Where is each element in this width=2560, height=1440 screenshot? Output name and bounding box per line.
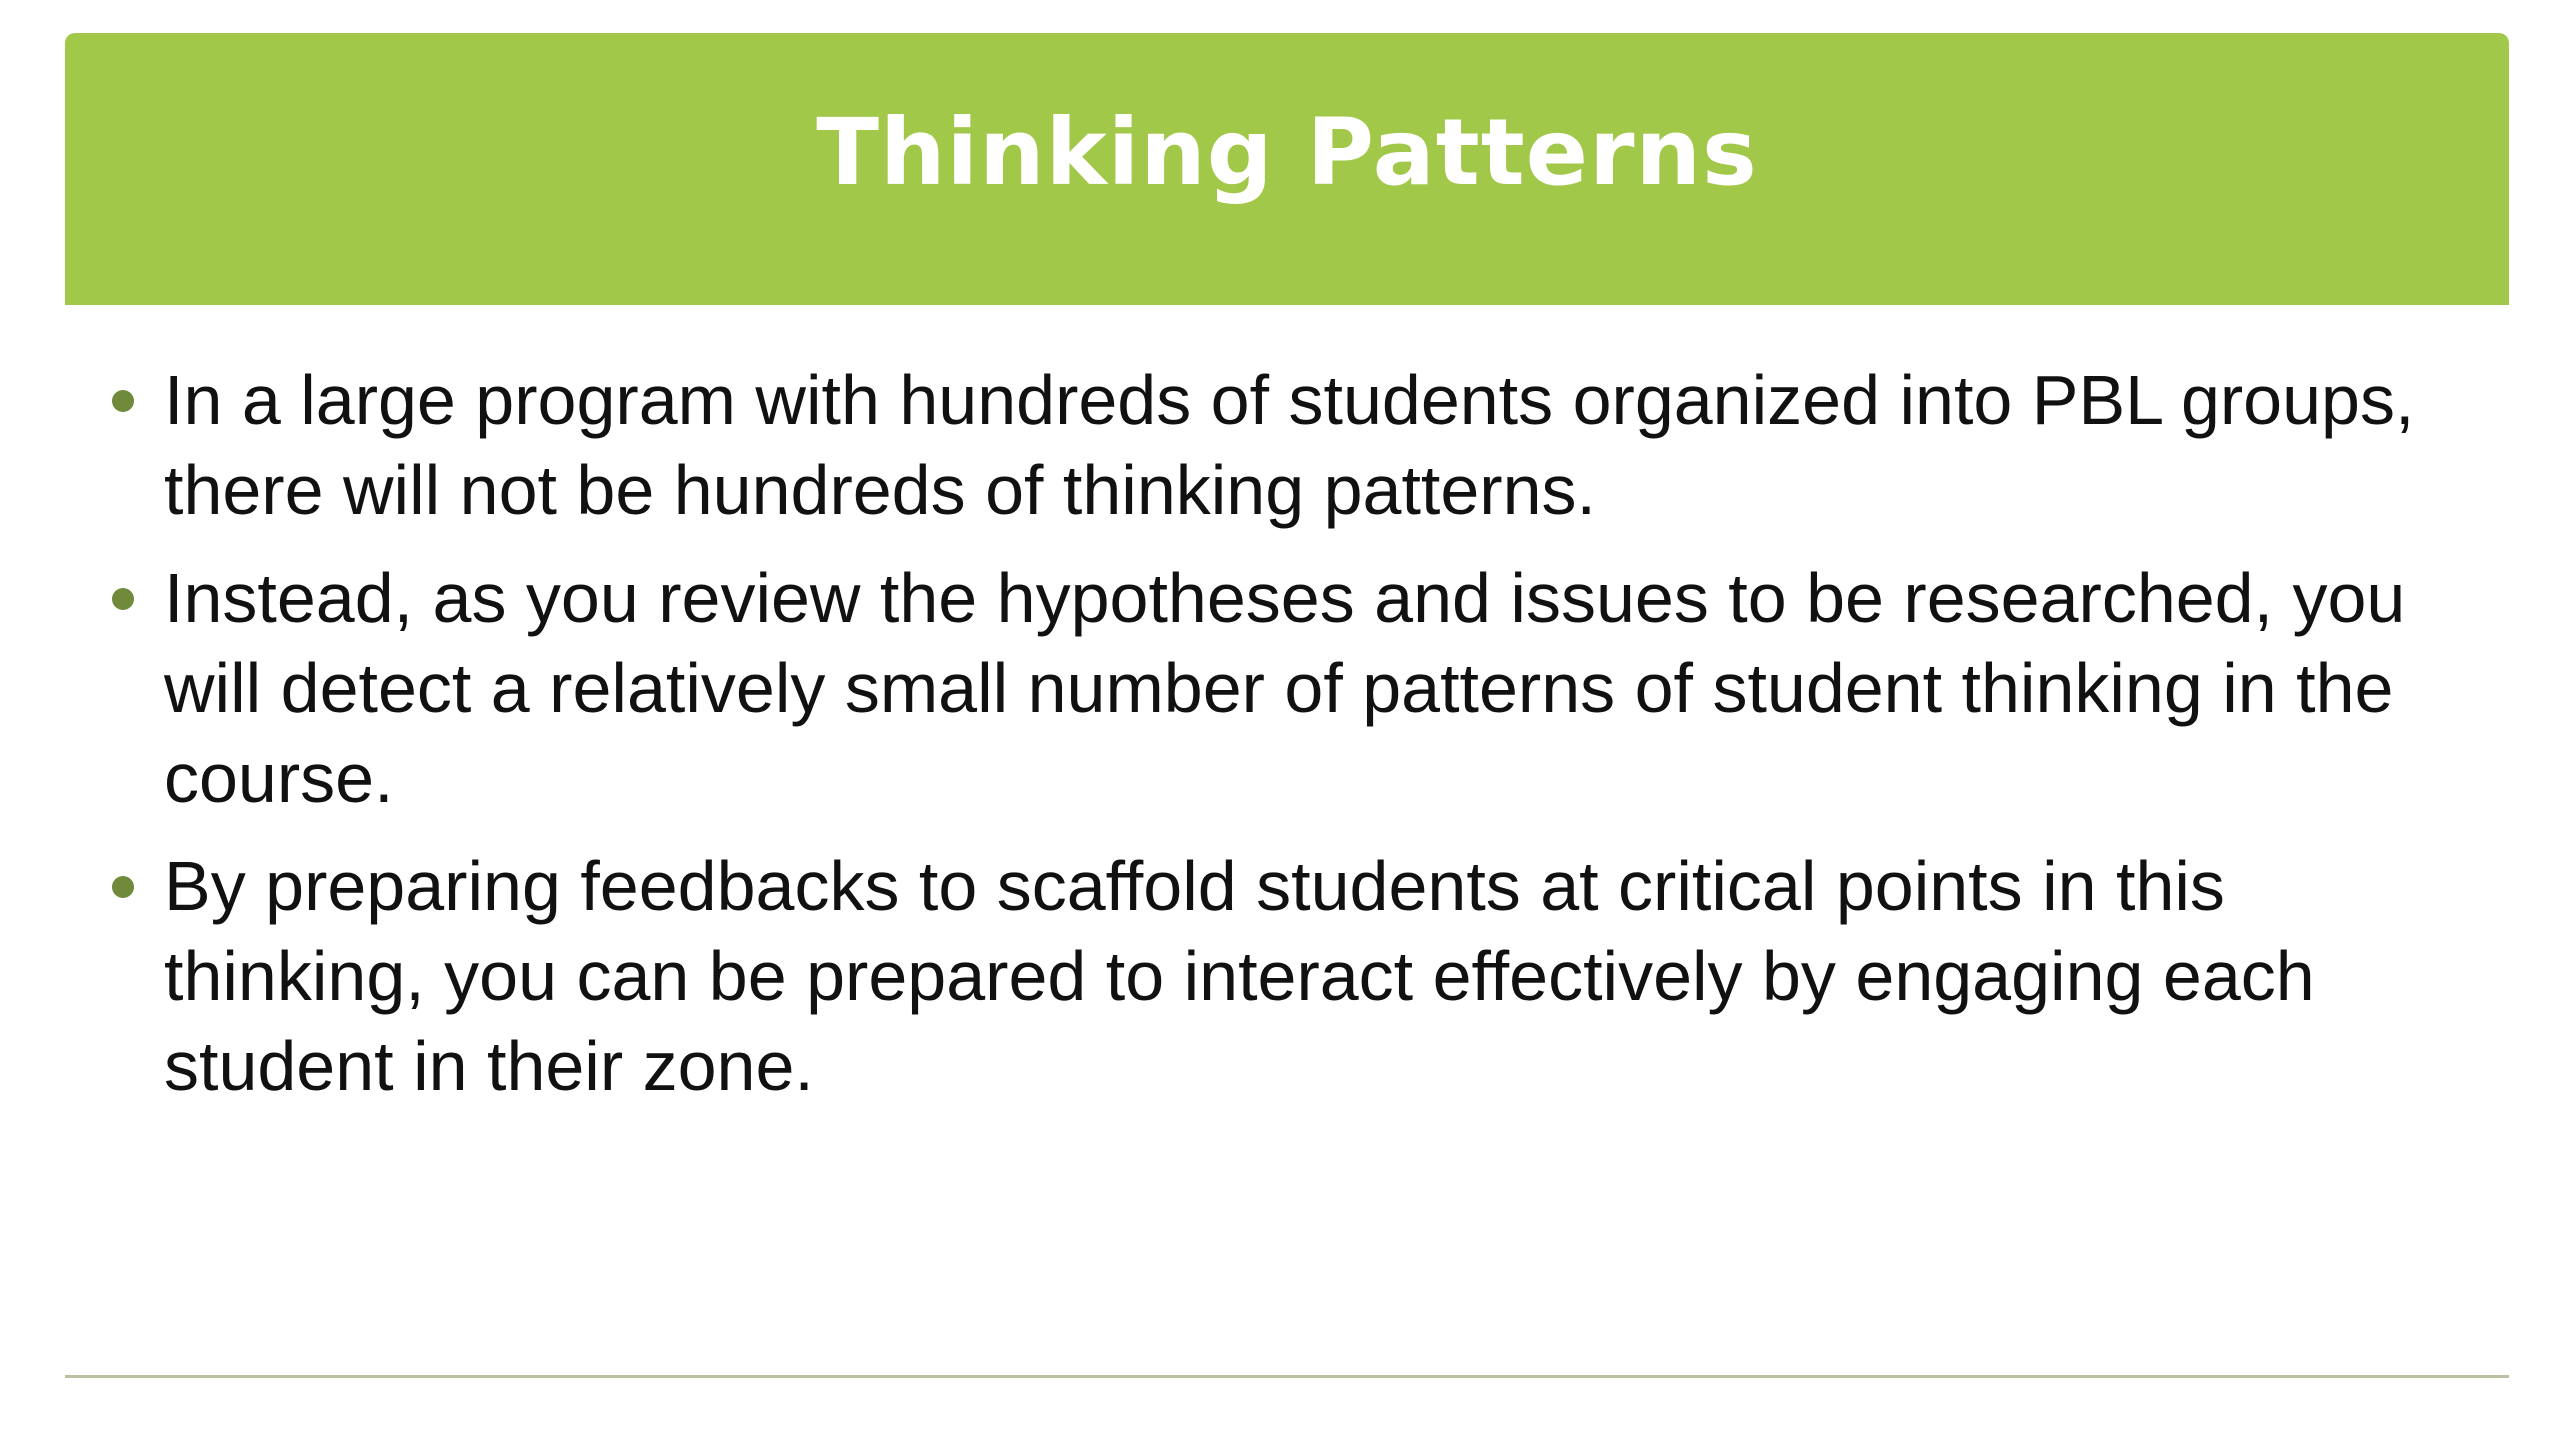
slide-title: Thinking Patterns	[816, 98, 1758, 206]
bullet-dot-icon	[112, 876, 134, 898]
bullet-text: In a large program with hundreds of students organized into PBL groups, there will not be hundreds of thinking patterns.	[164, 361, 2415, 529]
bullet-list	[100, 355, 2480, 1129]
bullet-dot-icon	[112, 588, 134, 610]
bullet-dot-icon	[112, 390, 134, 412]
bullet-item	[100, 841, 2480, 1111]
bullet-text: By preparing feedbacks to scaffold students at critical points in this thinking, you can be prepared to interact effectively by engaging each student in their zone.	[164, 847, 2315, 1105]
bullet-item	[100, 553, 2480, 823]
bullet-item	[100, 355, 2480, 535]
title-bar	[65, 33, 2509, 305]
bullet-text: Instead, as you review the hypotheses and issues to be researched, you will detect a relatively small number of patterns of student thinking in the course.	[164, 559, 2406, 817]
bottom-divider	[65, 1375, 2509, 1378]
